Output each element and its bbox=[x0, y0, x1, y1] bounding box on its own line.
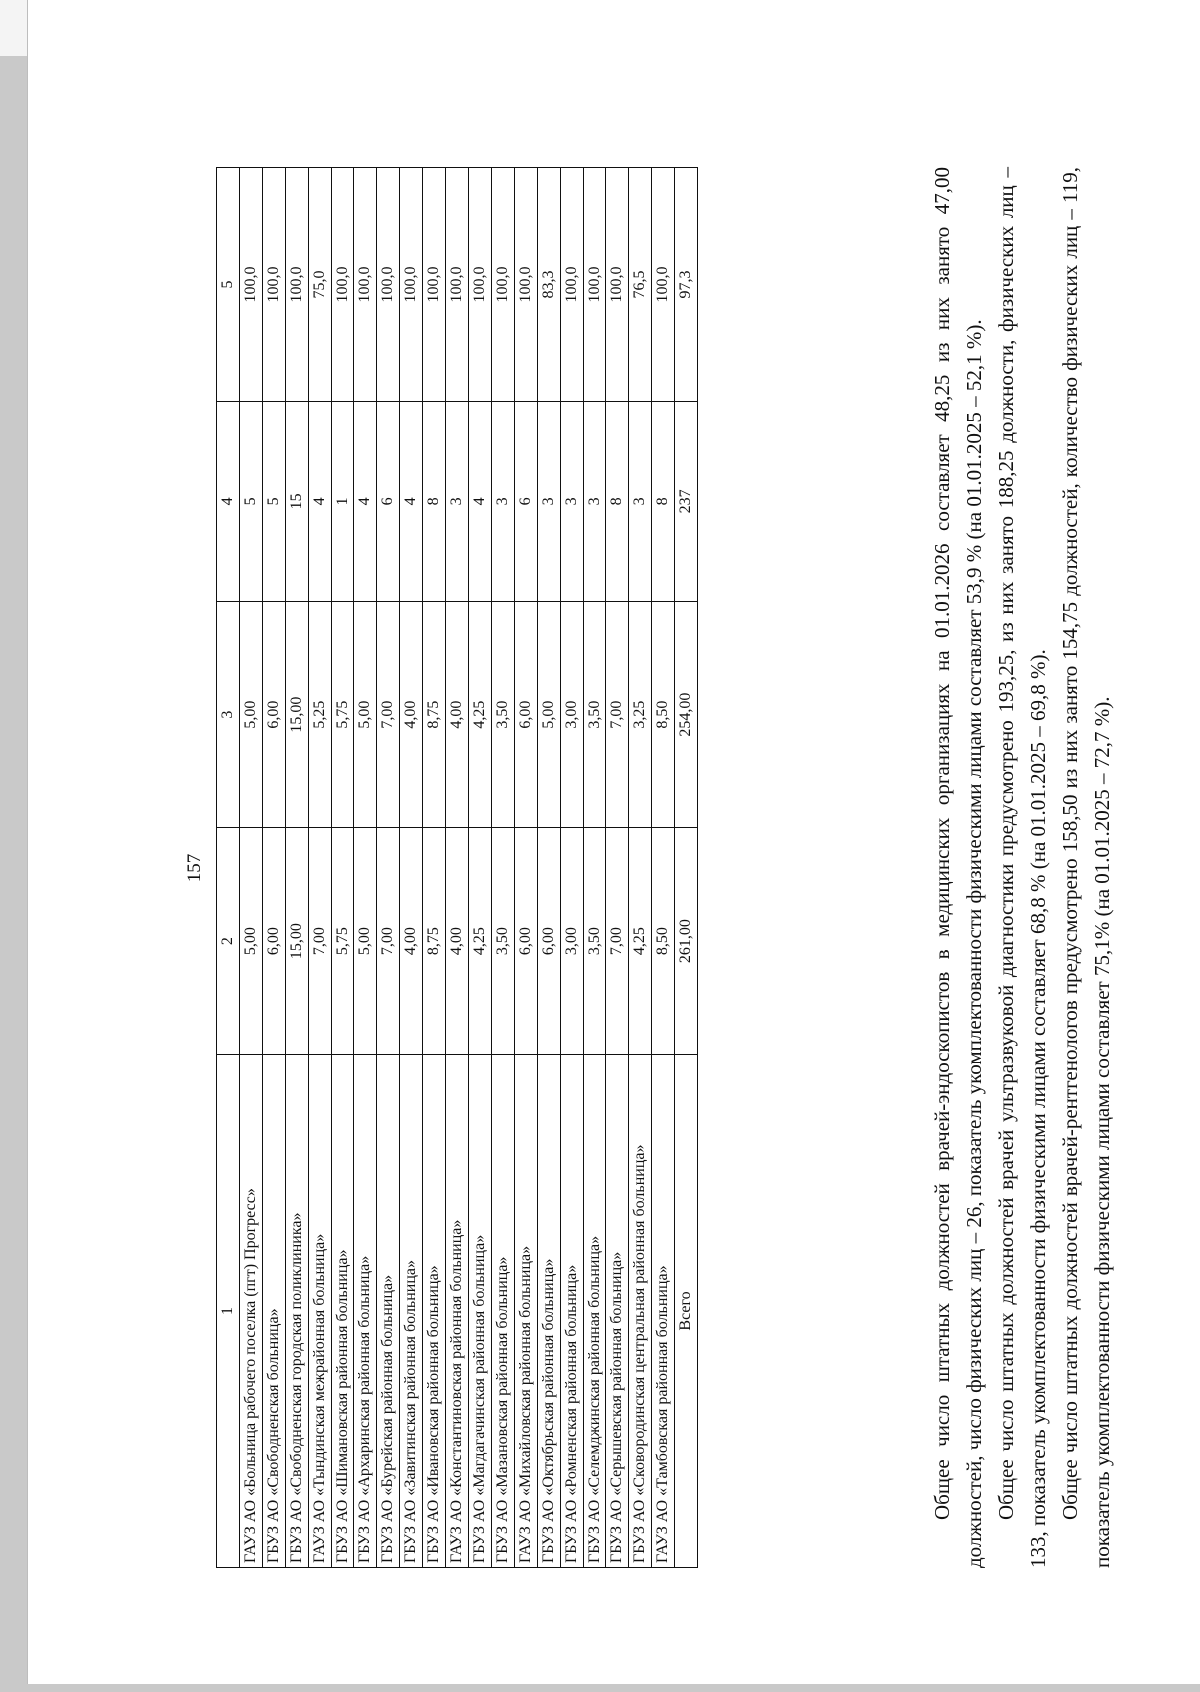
document-page bbox=[28, 0, 1200, 1684]
value-cell: 15 bbox=[285, 401, 308, 601]
value-cell: 6 bbox=[377, 401, 400, 601]
value-cell: 6,00 bbox=[514, 828, 537, 1055]
value-cell: 3 bbox=[583, 401, 606, 601]
value-cell: 15,00 bbox=[285, 601, 308, 828]
table-row bbox=[262, 168, 285, 1568]
organization-name-cell: ГАУЗ АО «Тындинская межрайонная больница» bbox=[308, 1054, 331, 1567]
value-cell: 4 bbox=[354, 401, 377, 601]
page-number: 157 bbox=[184, 853, 205, 883]
table-header-row bbox=[217, 168, 240, 1568]
value-cell: 5 bbox=[239, 401, 262, 601]
value-cell: 3 bbox=[629, 401, 652, 601]
organization-name-cell: ГБУЗ АО «Магдагачинская районная больница» bbox=[468, 1054, 491, 1567]
organization-name-cell: ГАУЗ АО «Больница рабочего поселка (пгт) Прогресс» bbox=[239, 1054, 262, 1567]
table-row bbox=[606, 168, 629, 1568]
value-cell: 15,00 bbox=[285, 828, 308, 1055]
organization-name-cell: ГАУЗ АО «Михайловская районная больница» bbox=[514, 1054, 537, 1567]
table-row bbox=[400, 168, 423, 1568]
value-cell: 5,00 bbox=[239, 828, 262, 1055]
value-cell: 3,00 bbox=[560, 601, 583, 828]
table-row bbox=[354, 168, 377, 1568]
value-cell: 4,25 bbox=[629, 828, 652, 1055]
organization-name-cell: ГБУЗ АО «Бурейская районная больница» bbox=[377, 1054, 400, 1567]
header-cell: 2 bbox=[217, 828, 240, 1055]
table-row bbox=[560, 168, 583, 1568]
value-cell: 7,00 bbox=[377, 601, 400, 828]
value-cell: 3 bbox=[560, 401, 583, 601]
organization-name-cell: ГБУЗ АО «Архаринская районная больница» bbox=[354, 1054, 377, 1567]
value-cell: 3,50 bbox=[491, 828, 514, 1055]
organization-name-cell: ГБУЗ АО «Ромненская районная больница» bbox=[560, 1054, 583, 1567]
header-cell: 3 bbox=[217, 601, 240, 828]
value-cell: 1 bbox=[331, 401, 354, 601]
value-cell: 100,0 bbox=[468, 168, 491, 402]
value-cell: 100,0 bbox=[377, 168, 400, 402]
table-total-row bbox=[675, 168, 698, 1568]
paragraph-ultrasound: Общее число штатных должностей врачей ультразвуковой диагностики предусмотрено 193,25, из них занято 188,25 должности, физических лиц – 133, показатель укомплектованности физическими лицами составляет 68,8 % (на 01.01.2025 – 69,8 %). bbox=[994, 167, 1050, 1568]
table-row bbox=[308, 168, 331, 1568]
value-cell: 100,0 bbox=[606, 168, 629, 402]
organization-name-cell: ГБУЗ АО «Серышевская районная больница» bbox=[606, 1054, 629, 1567]
value-cell: 76,5 bbox=[629, 168, 652, 402]
organization-name-cell: ГБУЗ АО «Селемджинская районная больница» bbox=[583, 1054, 606, 1567]
value-cell: 7,00 bbox=[606, 828, 629, 1055]
value-cell: 8,75 bbox=[423, 601, 446, 828]
value-cell: 5,75 bbox=[331, 828, 354, 1055]
value-cell: 100,0 bbox=[583, 168, 606, 402]
value-cell: 4,00 bbox=[446, 601, 469, 828]
value-cell: 4,25 bbox=[468, 828, 491, 1055]
value-cell: 3 bbox=[537, 401, 560, 601]
value-cell: 3,25 bbox=[629, 601, 652, 828]
table-row bbox=[537, 168, 560, 1568]
value-cell: 6,00 bbox=[537, 828, 560, 1055]
value-cell: 100,0 bbox=[446, 168, 469, 402]
value-cell: 100,0 bbox=[262, 168, 285, 402]
value-cell: 4,25 bbox=[468, 601, 491, 828]
value-cell: 7,00 bbox=[377, 828, 400, 1055]
value-cell: 6 bbox=[514, 401, 537, 601]
value-cell: 5 bbox=[262, 401, 285, 601]
value-cell: 3,50 bbox=[583, 601, 606, 828]
paragraph-endoscopists: Общее число штатных должностей врачей-эндоскопистов в медицинских организациях на 01.01.2026 составляет 48,25 из них занято 47,00 должностей, число физических лиц – 26, показатель укомплектованности физическими лицами составляет 53,9 % (на 01.01.2025 – 52,1 %). bbox=[930, 167, 986, 1568]
header-cell: 5 bbox=[217, 168, 240, 402]
value-cell: 8,75 bbox=[423, 828, 446, 1055]
value-cell: 5,00 bbox=[354, 828, 377, 1055]
rotated-content bbox=[126, 106, 1176, 1630]
table-row bbox=[377, 168, 400, 1568]
header-cell: 1 bbox=[217, 1054, 240, 1567]
value-cell: 6,00 bbox=[262, 601, 285, 828]
organization-name-cell: ГБУЗ АО «Мазановская районная больница» bbox=[491, 1054, 514, 1567]
total-value-cell: 261,00 bbox=[675, 828, 698, 1055]
value-cell: 100,0 bbox=[514, 168, 537, 402]
table-row bbox=[423, 168, 446, 1568]
organization-name-cell: ГБУЗ АО «Шимановская районная больница» bbox=[331, 1054, 354, 1567]
table-row bbox=[446, 168, 469, 1568]
organization-name-cell: ГАУЗ АО «Константиновская районная больница» bbox=[446, 1054, 469, 1567]
table-row bbox=[629, 168, 652, 1568]
value-cell: 8 bbox=[606, 401, 629, 601]
organization-name-cell: ГБУЗ АО «Сковородинская центральная районная больница» bbox=[629, 1054, 652, 1567]
value-cell: 4 bbox=[308, 401, 331, 601]
value-cell: 7,00 bbox=[606, 601, 629, 828]
total-value-cell: 237 bbox=[675, 401, 698, 601]
value-cell: 100,0 bbox=[560, 168, 583, 402]
table-row bbox=[514, 168, 537, 1568]
value-cell: 5,25 bbox=[308, 601, 331, 828]
value-cell: 5,00 bbox=[239, 601, 262, 828]
value-cell: 3,50 bbox=[583, 828, 606, 1055]
organization-name-cell: ГБУЗ АО «Завитинская районная больница» bbox=[400, 1054, 423, 1567]
value-cell: 3 bbox=[446, 401, 469, 601]
value-cell: 8,50 bbox=[652, 601, 675, 828]
table-row bbox=[652, 168, 675, 1568]
value-cell: 100,0 bbox=[400, 168, 423, 402]
value-cell: 3,50 bbox=[491, 601, 514, 828]
value-cell: 7,00 bbox=[308, 828, 331, 1055]
table-row bbox=[239, 168, 262, 1568]
value-cell: 5,00 bbox=[537, 601, 560, 828]
paragraph-radiologists: Общее число штатных должностей врачей-рентгенологов предусмотрено 158,50 из них занято 154,75 должностей, количество физических лиц – 119, показатель укомплектованности физическими лицами составляет 75,1% (на 01.01.2025 – 72,7 %). bbox=[1058, 167, 1114, 1568]
value-cell: 8 bbox=[423, 401, 446, 601]
total-value-cell: 97,3 bbox=[675, 168, 698, 402]
value-cell: 100,0 bbox=[652, 168, 675, 402]
value-cell: 3 bbox=[491, 401, 514, 601]
total-value-cell: 254,00 bbox=[675, 601, 698, 828]
total-label-cell: Всего bbox=[675, 1054, 698, 1567]
value-cell: 3,00 bbox=[560, 828, 583, 1055]
organization-name-cell: ГБУЗ АО «Октябрьская районная больница» bbox=[537, 1054, 560, 1567]
value-cell: 6,00 bbox=[262, 828, 285, 1055]
value-cell: 8,50 bbox=[652, 828, 675, 1055]
value-cell: 6,00 bbox=[514, 601, 537, 828]
value-cell: 4 bbox=[400, 401, 423, 601]
value-cell: 4,00 bbox=[400, 828, 423, 1055]
value-cell: 100,0 bbox=[491, 168, 514, 402]
value-cell: 8 bbox=[652, 401, 675, 601]
value-cell: 75,0 bbox=[308, 168, 331, 402]
organization-name-cell: ГБУЗ АО «Свободненская больница» bbox=[262, 1054, 285, 1567]
organization-name-cell: ГБУЗ АО «Свободненская городская поликлиника» bbox=[285, 1054, 308, 1567]
value-cell: 100,0 bbox=[423, 168, 446, 402]
staffing-table bbox=[216, 167, 698, 1568]
value-cell: 4,00 bbox=[400, 601, 423, 828]
value-cell: 5,00 bbox=[354, 601, 377, 828]
value-cell: 5,75 bbox=[331, 601, 354, 828]
value-cell: 100,0 bbox=[331, 168, 354, 402]
value-cell: 100,0 bbox=[285, 168, 308, 402]
value-cell: 100,0 bbox=[354, 168, 377, 402]
organization-name-cell: ГАУЗ АО «Тамбовская районная больница» bbox=[652, 1054, 675, 1567]
value-cell: 4 bbox=[468, 401, 491, 601]
table-row bbox=[331, 168, 354, 1568]
value-cell: 4,00 bbox=[446, 828, 469, 1055]
table-row bbox=[468, 168, 491, 1568]
body-text bbox=[926, 167, 1118, 1568]
table-row bbox=[583, 168, 606, 1568]
header-cell: 4 bbox=[217, 401, 240, 601]
value-cell: 100,0 bbox=[239, 168, 262, 402]
table-row bbox=[285, 168, 308, 1568]
table-row bbox=[491, 168, 514, 1568]
organization-name-cell: ГБУЗ АО «Ивановская районная больница» bbox=[423, 1054, 446, 1567]
value-cell: 83,3 bbox=[537, 168, 560, 402]
